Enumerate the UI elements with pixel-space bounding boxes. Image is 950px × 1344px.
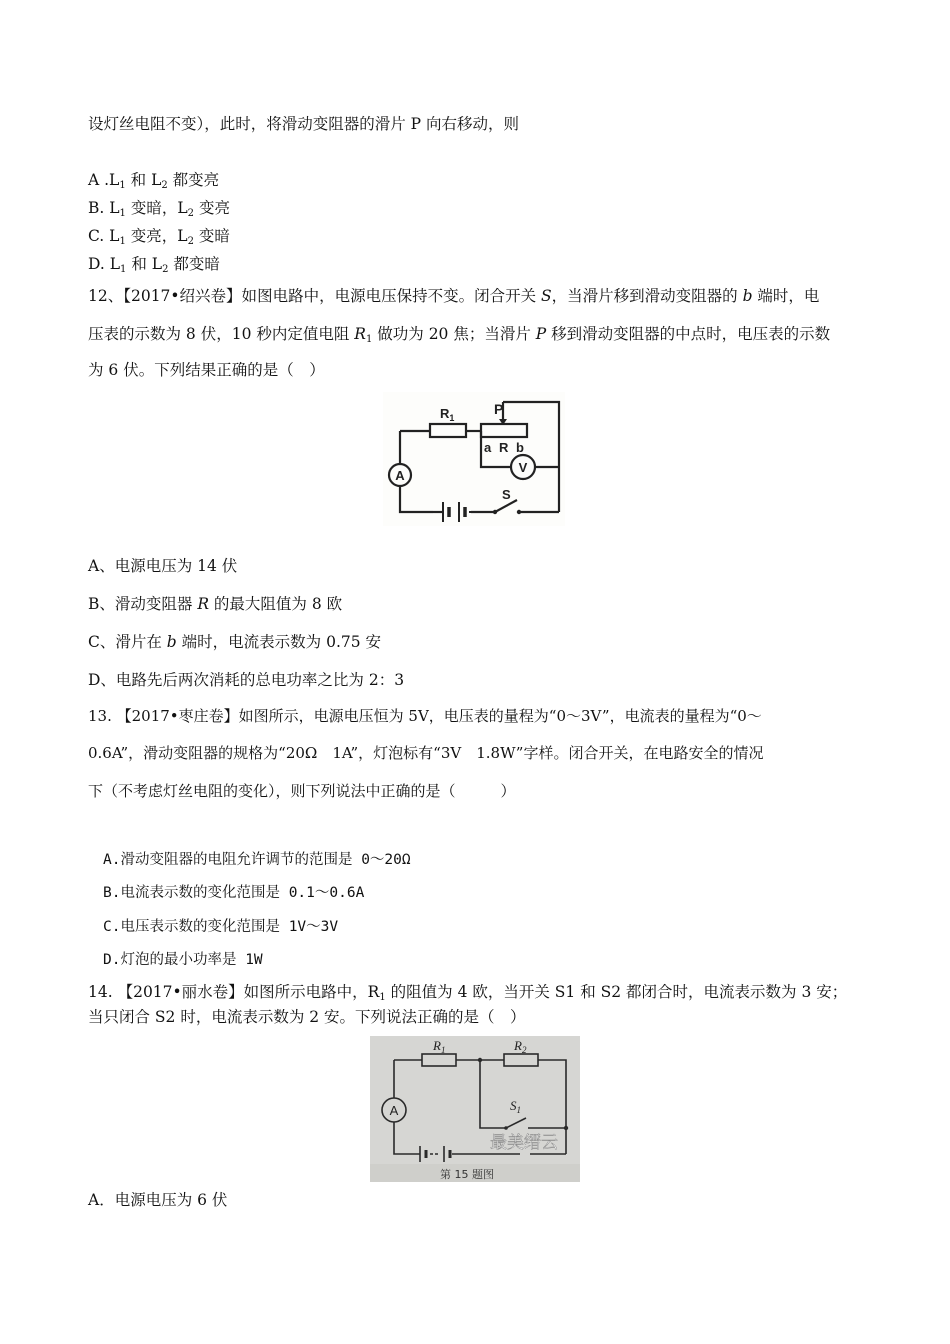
slider-p-label: P [494, 401, 504, 417]
q13-option-a[interactable]: A.滑动变阻器的电阻允许调节的范围是 0～20Ω [103, 852, 411, 868]
q12-option-a[interactable]: A、电源电压为 14 伏 [88, 557, 238, 575]
q12-option-c[interactable]: C、滑片在 b 端时，电流表示数为 0.75 安 [88, 633, 382, 651]
terminal-a-label: a [484, 440, 492, 455]
q11-option-c[interactable]: C. $L_1$ 变亮，$L_2$ 变暗 [88, 227, 230, 247]
q11-option-d[interactable]: D. $L_1$ 和 $L_2$ 都变暗 [88, 255, 220, 275]
q13-stem-line3: 下（不考虑灯丝电阻的变化），则下列说法中正确的是（ ） [88, 782, 516, 800]
q11-option-b[interactable]: B. $L_1$ 变暗，$L_2$ 变亮 [88, 199, 230, 219]
watermark-text: 最美缙云 [490, 1133, 558, 1153]
r1-label: $R_1$ [440, 406, 455, 423]
ammeter-label: A [395, 468, 405, 483]
q13-stem-line2: 0.6A”，滑动变阻器的规格为“20Ω 1A”，灯泡标有“3V 1.8W”字样。闭合开关，在电路安全的情况 [88, 744, 764, 762]
r2-label: $R_2$ [514, 1038, 527, 1055]
q12-stem-line2: 压表的示数为 8 伏，10 秒内定值电阻 $R_1$ 做功为 20 焦；当滑片 P 移到滑动变阻器的中点时，电压表的示数 [88, 325, 831, 345]
s1-label: $S_1$ [510, 1098, 521, 1115]
q14-stem-line1: 14. 【2017•丽水卷】如图所示电路中，$R_1$ 的阻值为 4 欧，当开关 S1 和 S2 都闭合时，电流表示数为 3 安； [88, 983, 848, 1003]
q13-stem-line1: 13. 【2017•枣庄卷】如图所示，电源电压恒为 5V，电压表的量程为“0～3V”，电流表的量程为“0～ [88, 707, 762, 725]
continued-question-line: 设灯丝电阻不变），此时，将滑动变阻器的滑片 P 向右移动，则 [88, 115, 520, 133]
q13-option-c[interactable]: C.电压表示数的变化范围是 1V～3V [103, 919, 339, 935]
q14-option-a[interactable]: A．电源电压为 6 伏 [88, 1191, 228, 1209]
q12-circuit-diagram [383, 392, 565, 526]
q14-circuit-photo [370, 1036, 580, 1182]
rheostat-r-label: R [499, 440, 509, 455]
terminal-b-label: b [516, 440, 524, 455]
q12-option-d[interactable]: D、电路先后两次消耗的总电功率之比为 2：3 [88, 671, 405, 689]
voltmeter-label: V [518, 460, 528, 475]
q12-stem-line3: 为 6 伏。下列结果正确的是（ ） [88, 361, 325, 379]
r1-label: $R_1$ [433, 1038, 446, 1055]
switch-s-label: S [502, 487, 511, 502]
ammeter-label: A [389, 1103, 399, 1118]
figure-caption: 第 15 题图 [440, 1168, 494, 1181]
q13-option-d[interactable]: D.灯泡的最小功率是 1W [103, 952, 263, 968]
q11-option-a[interactable]: A $.L_1$ 和 $L_2$ 都变亮 [88, 171, 220, 191]
q14-stem-line2: 当只闭合 S2 时，电流表示数为 2 安。下列说法正确的是（ ） [88, 1008, 526, 1026]
q12-option-b[interactable]: B、滑动变阻器 R 的最大阻值为 8 欧 [88, 595, 343, 613]
q13-option-b[interactable]: B.电流表示数的变化范围是 0.1～0.6A [103, 885, 365, 901]
q12-stem-line1: 12、【2017•绍兴卷】如图电路中，电源电压保持不变。闭合开关 S，当滑片移到滑动变阻器的 b 端时，电 [88, 287, 820, 305]
